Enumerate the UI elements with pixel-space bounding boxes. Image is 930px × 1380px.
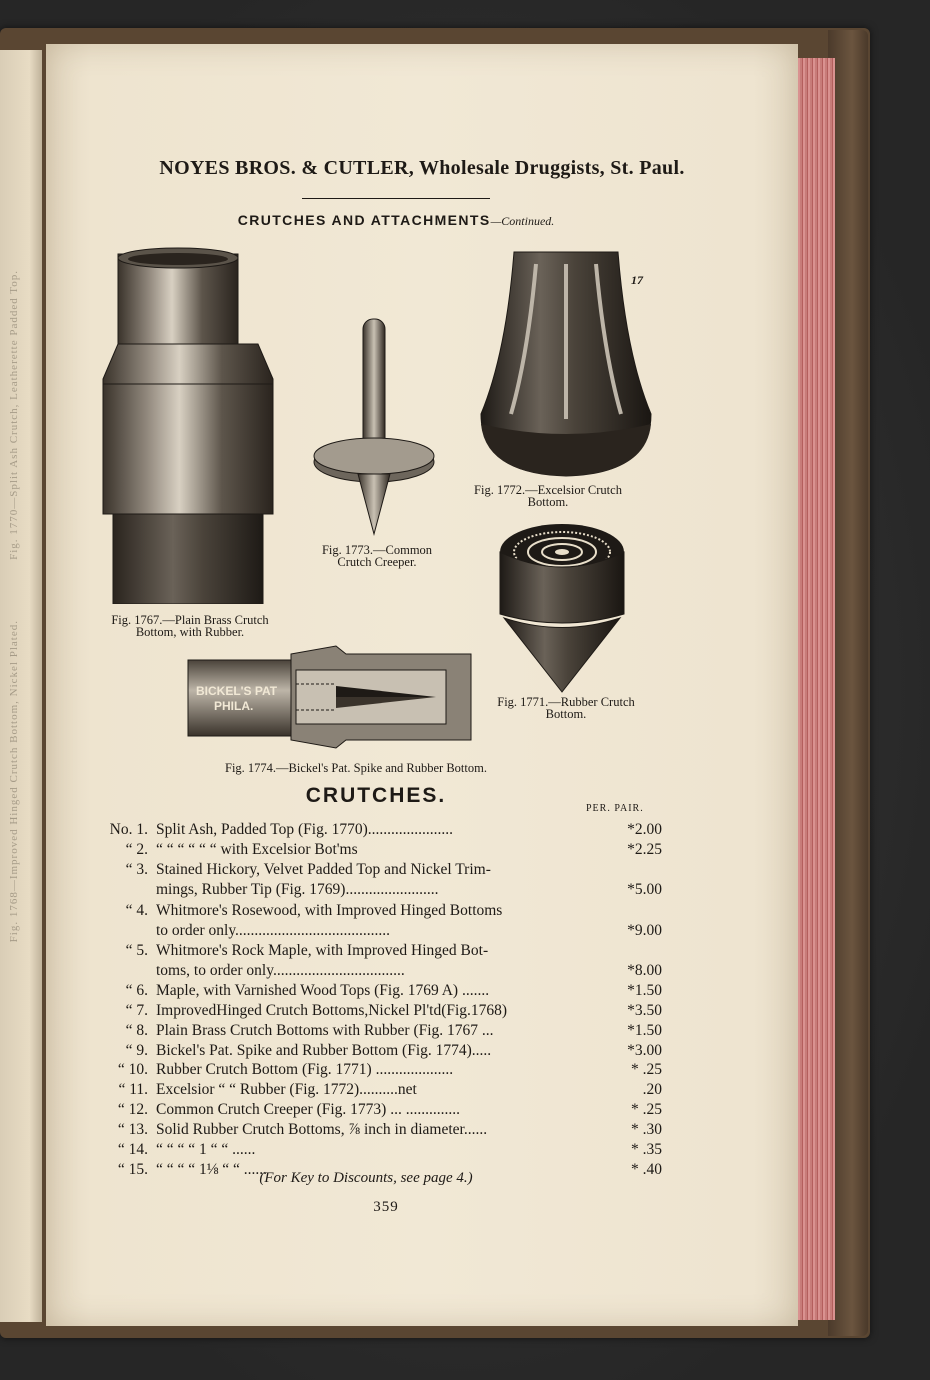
fig-1774-stamp-1: BICKEL'S PAT: [196, 684, 278, 698]
page-header: NOYES BROS. & CUTLER, Wholesale Druggists, St. Paul.: [159, 157, 685, 179]
item-number: “ 5.: [125, 942, 148, 959]
fig-1771-caption-line-2: Bottom.: [545, 707, 587, 721]
item-description: Solid Rubber Crutch Bottoms, ⅞ inch in diameter......: [156, 1121, 488, 1138]
page-edges: [795, 58, 835, 1320]
item-number: “ 10.: [117, 1061, 148, 1078]
subhead-main: CRUTCHES AND ATTACHMENTS: [237, 212, 491, 228]
fig-1772-illustration: [476, 244, 656, 484]
item-description: Rubber Crutch Bottom (Fig. 1771) ....................: [156, 1061, 454, 1078]
item-price: *2.00: [627, 821, 662, 838]
fig-1772-caption: [448, 484, 648, 508]
item-price: * .30: [631, 1121, 662, 1138]
item-description: mings, Rubber Tip (Fig. 1769)........................: [156, 881, 439, 898]
item-price: .20: [642, 1081, 662, 1098]
item-price: *3.50: [627, 1002, 662, 1019]
item-description: ImprovedHinged Crutch Bottoms,Nickel Pl'td(Fig.1768): [156, 1002, 508, 1019]
item-price: *9.00: [627, 922, 662, 939]
fig-1774-illustration: [186, 640, 476, 752]
item-description: Maple, with Varnished Wood Tops (Fig. 1769 A) .......: [156, 982, 490, 999]
footnote: (For Key to Discounts, see page 4.): [259, 1170, 473, 1186]
item-description: Whitmore's Rosewood, with Improved Hinged Bottoms: [156, 902, 503, 919]
item-description: Excelsior “ “ Rubber (Fig. 1772)..........net: [156, 1081, 417, 1098]
fig-1774-caption: Fig. 1774.—Bickel's Pat. Spike and Rubber Bottom.: [225, 761, 487, 775]
fig-1772-mark: 17: [631, 273, 643, 287]
section-title: CRUTCHES.: [305, 784, 447, 807]
fig-1771-illustration: [496, 522, 628, 694]
item-description: “ “ “ “ “ “ with Excelsior Bot'ms: [156, 841, 358, 858]
item-price: * .35: [631, 1141, 662, 1158]
item-description: Stained Hickory, Velvet Padded Top and Nickel Trim-: [156, 861, 491, 878]
item-description: “ “ “ “ 1⅛ “ “ ......: [156, 1161, 268, 1178]
subhead-continued: —Continued.: [490, 214, 555, 228]
item-price: *1.50: [627, 1022, 662, 1039]
header-rule: [302, 198, 490, 199]
item-price: *2.25: [627, 841, 662, 858]
item-description: to order only........................................: [156, 922, 391, 939]
fig-1773-caption-line-2: Crutch Creeper.: [337, 555, 417, 569]
fig-1767-caption-line-1: Fig. 1767.—Plain Brass Crutch: [111, 613, 269, 627]
fig-1772-caption-line-1: Fig. 1772.—Excelsior Crutch: [474, 483, 622, 497]
item-description: Plain Brass Crutch Bottoms with Rubber (Fig. 1767 ...: [156, 1022, 494, 1039]
fig-1771-caption-line-1: Fig. 1771.—Rubber Crutch: [497, 695, 635, 709]
fig-1773-caption-line-1: Fig. 1773.—Common: [321, 543, 433, 557]
item-price: * .40: [631, 1161, 662, 1178]
item-price: *3.00: [627, 1042, 662, 1059]
fig-1773-illustration: [308, 314, 438, 539]
item-number: “ 8.: [125, 1022, 148, 1039]
fig-1774-stamp-2: PHILA.: [214, 699, 254, 713]
facing-caption-2: Fig. 1768—Improved Hinged Crutch Bottom, Nickel Plated.: [8, 619, 20, 943]
item-price: * .25: [631, 1061, 662, 1078]
item-description: toms, to order only..................................: [156, 962, 405, 979]
page-number: 359: [373, 1199, 399, 1215]
item-description: Whitmore's Rock Maple, with Improved Hinged Bot-: [156, 942, 489, 959]
fig-1771-caption: [476, 696, 656, 720]
per-pair-label: PER. PAIR.: [586, 803, 644, 814]
item-price: *5.00: [627, 881, 662, 898]
fig-1772-caption-line-2: Bottom.: [527, 495, 569, 509]
item-description: Bickel's Pat. Spike and Rubber Bottom (Fig. 1774).....: [156, 1042, 492, 1059]
item-number: “ 14.: [117, 1141, 148, 1158]
item-number: “ 2.: [125, 841, 148, 858]
item-price: *8.00: [627, 962, 662, 979]
fig-1773-caption: [292, 544, 462, 568]
item-price: * .25: [631, 1101, 662, 1118]
item-description: Common Crutch Creeper (Fig. 1773) ... ..............: [156, 1101, 460, 1118]
item-number: No. 1.: [109, 821, 148, 838]
item-number: “ 12.: [117, 1101, 148, 1118]
fig-1767-caption: [90, 614, 290, 638]
catalog-page: [46, 44, 798, 1326]
facing-page-text: [8, 270, 30, 1270]
section-subhead: [46, 212, 746, 229]
item-number: “ 9.: [125, 1042, 148, 1059]
item-description: “ “ “ “ 1 “ “ ......: [156, 1141, 256, 1158]
item-number: “ 3.: [125, 861, 148, 878]
item-number: “ 7.: [125, 1002, 148, 1019]
fig-1767-illustration: [98, 244, 278, 604]
facing-page: [0, 50, 42, 1322]
item-number: “ 6.: [125, 982, 148, 999]
item-description: Split Ash, Padded Top (Fig. 1770)......................: [156, 821, 454, 838]
fig-1767-caption-line-2: Bottom, with Rubber.: [135, 625, 245, 639]
item-number: “ 11.: [118, 1081, 148, 1098]
facing-caption-1: Fig. 1770—Split Ash Crutch, Leatherette Padded Top.: [8, 270, 20, 560]
item-number: “ 13.: [117, 1121, 148, 1138]
item-price: *1.50: [627, 982, 662, 999]
item-number: “ 4.: [125, 902, 148, 919]
item-number: “ 15.: [117, 1161, 148, 1178]
